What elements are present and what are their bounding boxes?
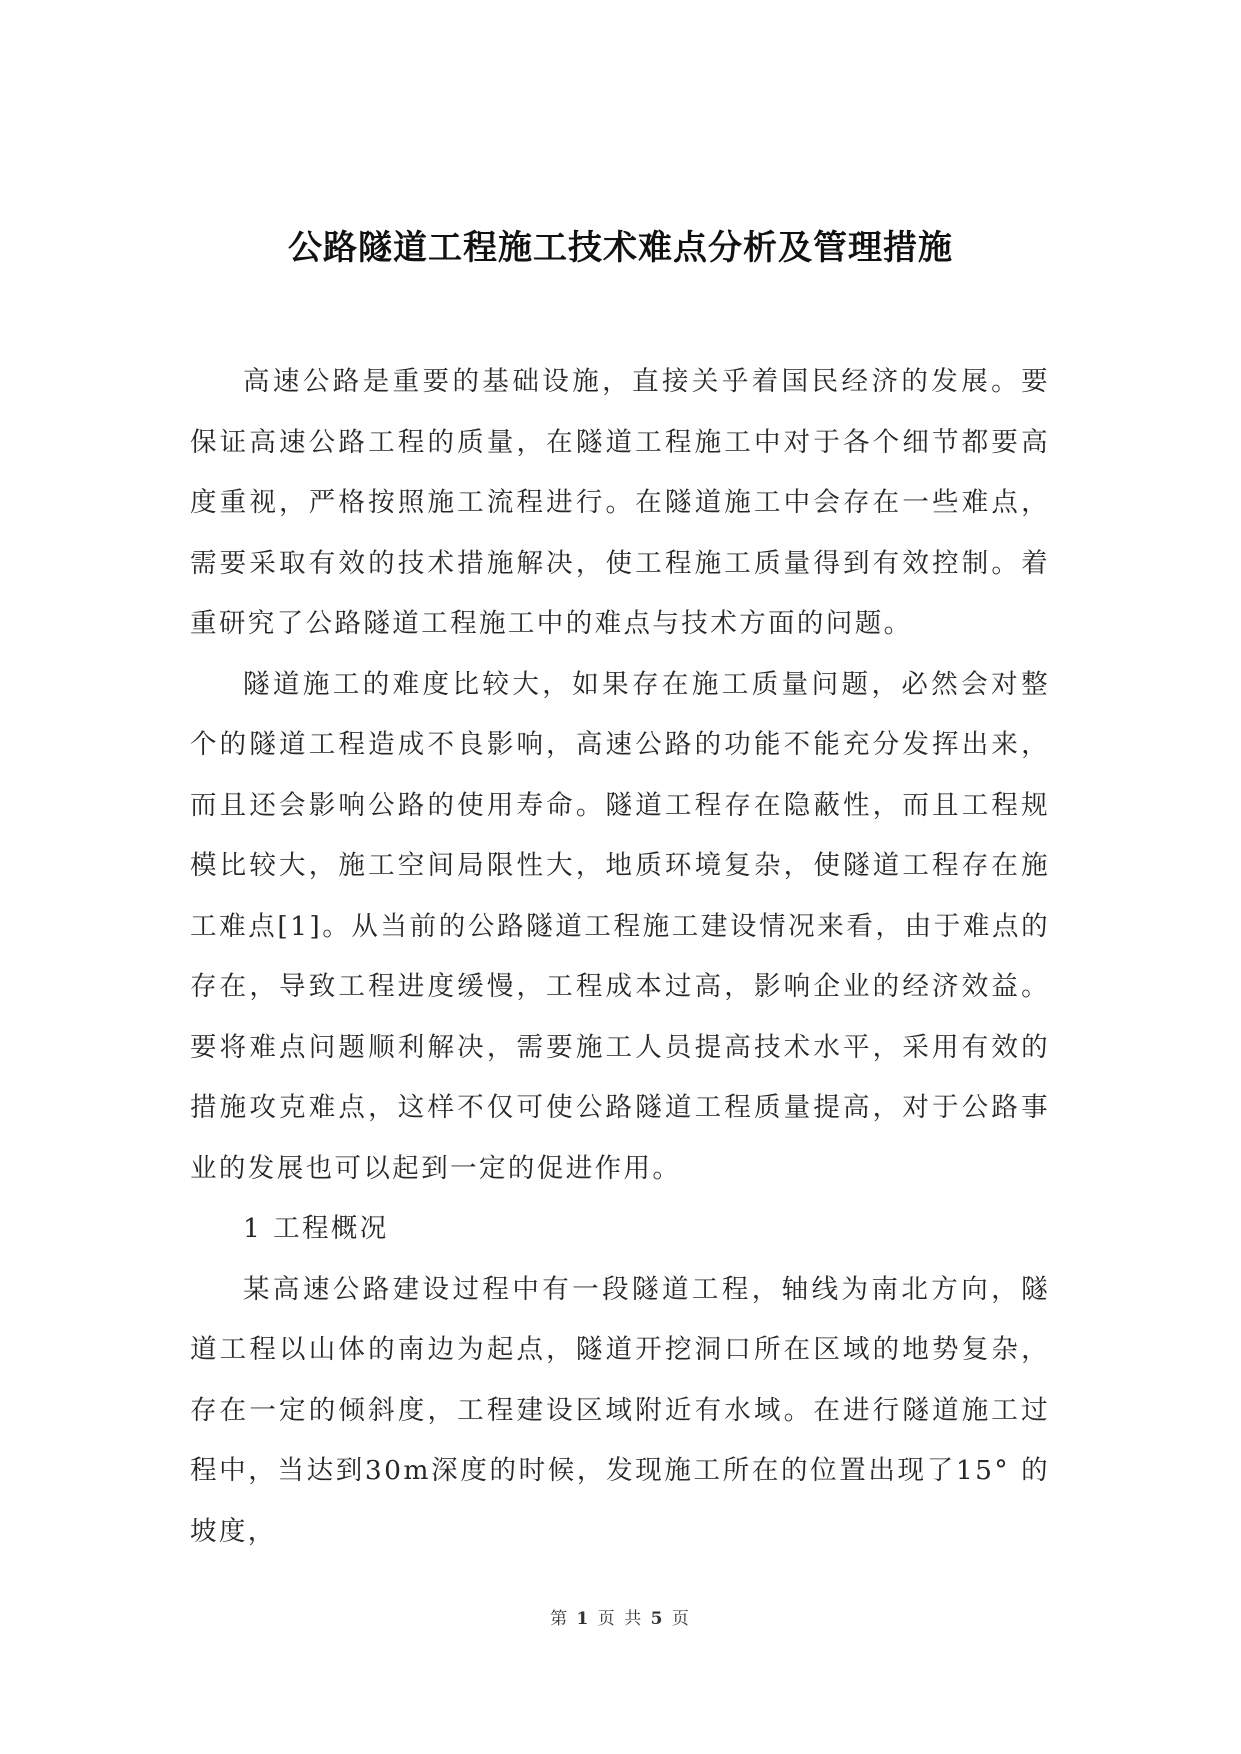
footer-current-page: 1 xyxy=(576,1609,591,1629)
paragraph-project-overview: 某高速公路建设过程中有一段隧道工程，轴线为南北方向，隧道工程以山体的南边为起点，隧道开挖洞口所在区域的地势复杂，存在一定的倾斜度，工程建设区域附近有水域。在进行隧道施工过程中，当达到30m深度的时候，发现施工所在的位置出现了15° 的坡度， xyxy=(190,1273,1050,1547)
document-body xyxy=(190,352,1050,1562)
page-footer xyxy=(0,1608,1241,1630)
section-heading: 1 工程概况 xyxy=(243,1213,389,1244)
paragraph-difficulty: 隧道施工的难度比较大，如果存在施工质量问题，必然会对整个的隧道工程造成不良影响，高速公路的功能不能充分发挥出来，而且还会影响公路的使用寿命。隧道工程存在隐蔽性，而且工程规模比较大，施工空间局限性大，地质环境复杂，使隧道工程存在施工难点[1]。从当前的公路隧道工程施工建设情况来看，由于难点的存在，导致工程进度缓慢，工程成本过高，影响企业的经济效益。要将难点问题顺利解决，需要施工人员提高技术水平，采用有效的措施攻克难点，这样不仅可使公路隧道工程质量提高，对于公路事业的发展也可以起到一定的促进作用。 xyxy=(190,668,1050,1184)
footer-suffix: 页 xyxy=(671,1609,691,1629)
footer-middle: 页 共 xyxy=(597,1609,644,1629)
document-title: 公路隧道工程施工技术难点分析及管理措施 xyxy=(288,228,953,268)
footer-prefix: 第 xyxy=(550,1609,570,1629)
paragraph-intro: 高速公路是重要的基础设施，直接关乎着国民经济的发展。要保证高速公路工程的质量，在隧道工程施工中对于各个细节都要高度重视，严格按照施工流程进行。在隧道施工中会存在一些难点，需要采取有效的技术措施解决，使工程施工质量得到有效控制。着重研究了公路隧道工程施工中的难点与技术方面的问题。 xyxy=(190,366,1050,639)
footer-total-pages: 5 xyxy=(650,1609,665,1629)
